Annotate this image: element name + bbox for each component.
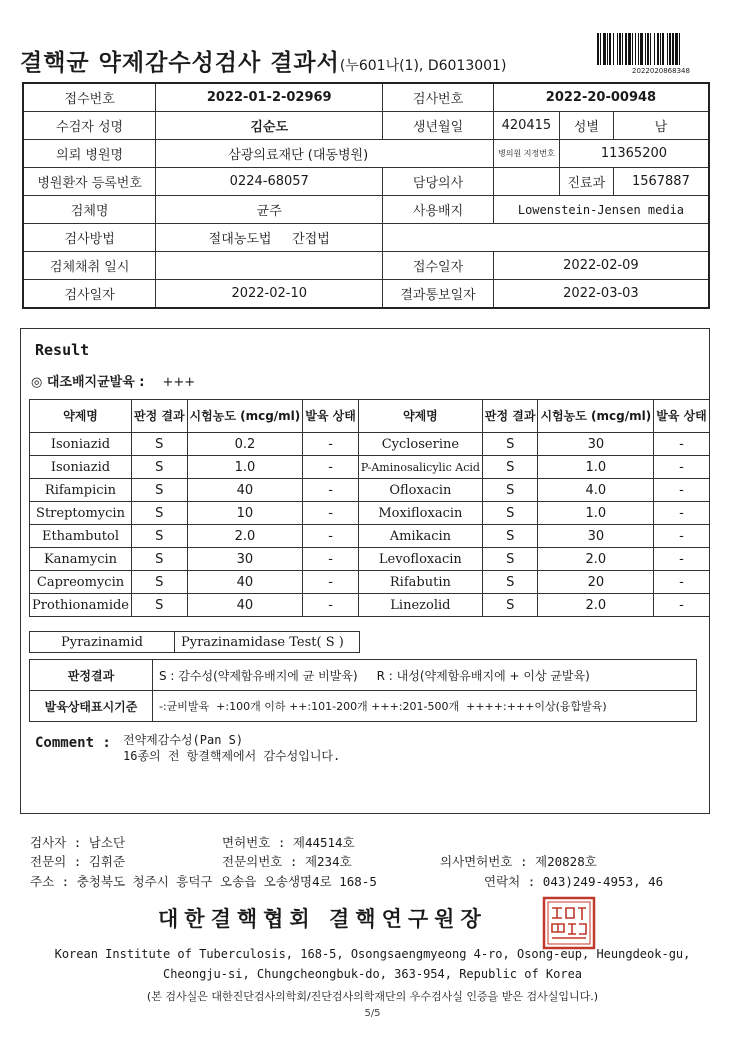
conc-right: 20 — [538, 571, 654, 594]
judge-right: S — [482, 594, 538, 617]
growth-left: - — [303, 502, 359, 525]
method-empty — [383, 224, 709, 252]
test-no: 2022-20-00948 — [493, 83, 709, 112]
drug-table — [29, 399, 710, 617]
judge-right: S — [482, 502, 538, 525]
judge-right: S — [482, 548, 538, 571]
drug-name-left: Capreomycin — [30, 571, 132, 594]
legend-judge-text: S : 감수성(약제함유배지에 균 비발육) R : 내성(약제함유배지에 + 이상 균발육) — [153, 660, 697, 691]
conc-right: 30 — [538, 525, 654, 548]
reception-no-label: 접수번호 — [23, 83, 156, 112]
conc-left: 1.0 — [187, 456, 303, 479]
document-title — [20, 44, 506, 77]
examiner: 검사자 : 남소단 — [30, 835, 126, 850]
control-value: +++ — [162, 375, 196, 390]
patient-info-table — [22, 82, 710, 309]
address-english-1: Korean Institute of Tuberculosis, 168-5, Osongsaengmyeong 4-ro, Osong-eup, Heungdeok-gu, — [54, 947, 691, 961]
collection-value — [156, 252, 383, 280]
conc-right: 30 — [538, 433, 654, 456]
registration-label: 병원환자 등록번호 — [23, 168, 156, 196]
sex-label: 성별 — [559, 112, 613, 140]
receipt-date: 2022-02-09 — [493, 252, 709, 280]
method-label: 검사방법 — [23, 224, 156, 252]
judge-left: S — [132, 502, 188, 525]
hospital-name: 삼광의료재단 (대동병원) — [156, 140, 494, 168]
specialist: 전문의 : 김휘준 — [30, 854, 126, 869]
hospital-label: 의뢰 병원명 — [23, 140, 156, 168]
patient-label: 수검자 성명 — [23, 112, 156, 140]
header-drug-left: 약제명 — [30, 400, 132, 433]
header-drug-right: 약제명 — [358, 400, 482, 433]
drug-name-left: Kanamycin — [30, 548, 132, 571]
conc-left: 0.2 — [187, 433, 303, 456]
growth-left: - — [303, 456, 359, 479]
result-section — [20, 328, 710, 814]
license-no: 면허번호 : 제44514호 — [222, 835, 355, 850]
judge-right: S — [482, 525, 538, 548]
judge-left: S — [132, 456, 188, 479]
control-label: ◎ 대조배지균발육 : — [31, 375, 145, 390]
judge-right: S — [482, 479, 538, 502]
comment-label: Comment : — [35, 735, 111, 751]
drug-name-right: Linezolid — [358, 594, 482, 617]
drug-row — [30, 548, 710, 571]
header-conc-left: 시험농도 (mcg/ml) — [187, 400, 303, 433]
header-growth-right: 발육 상태 — [654, 400, 710, 433]
specimen-value: 균주 — [156, 196, 383, 224]
growth-left: - — [303, 479, 359, 502]
drug-row — [30, 571, 710, 594]
comment-line-2: 16종의 전 항결핵제에서 감수성입니다. — [123, 749, 341, 763]
pyrazinamide-row — [29, 631, 360, 653]
drug-name-right: Levofloxacin — [358, 548, 482, 571]
judge-left: S — [132, 594, 188, 617]
header-judge-right: 판정 결과 — [482, 400, 538, 433]
drug-name-left: Prothionamide — [30, 594, 132, 617]
drug-name-right: Rifabutin — [358, 571, 482, 594]
result-title: Result — [35, 341, 90, 359]
drug-name-left: Isoniazid — [30, 456, 132, 479]
control-growth — [31, 371, 195, 390]
judge-left: S — [132, 548, 188, 571]
drug-name-right: Moxifloxacin — [358, 502, 482, 525]
drug-name-right: Ofloxacin — [358, 479, 482, 502]
report-date-label: 결과통보일자 — [383, 280, 494, 309]
conc-left: 40 — [187, 571, 303, 594]
growth-right: - — [654, 433, 710, 456]
conc-left: 40 — [187, 479, 303, 502]
growth-left: - — [303, 548, 359, 571]
header-growth-left: 발육 상태 — [303, 400, 359, 433]
pza-label: Pyrazinamid — [30, 632, 175, 653]
conc-right: 1.0 — [538, 456, 654, 479]
barcode — [596, 33, 726, 65]
address: 주소 : 충청북도 청주시 흥덕구 오송읍 오송생명4로 168-5 — [30, 874, 377, 889]
judge-right: S — [482, 433, 538, 456]
growth-right: - — [654, 479, 710, 502]
drug-row — [30, 479, 710, 502]
growth-right: - — [654, 571, 710, 594]
drug-name-left: Ethambutol — [30, 525, 132, 548]
legend-table — [29, 659, 697, 722]
receipt-date-label: 접수일자 — [383, 252, 494, 280]
department-value: 1567887 — [613, 168, 709, 196]
drug-row — [30, 456, 710, 479]
method-secondary: 간접법 — [292, 232, 330, 247]
judge-right: S — [482, 571, 538, 594]
growth-right: - — [654, 594, 710, 617]
birth-value: 420415 — [493, 112, 559, 140]
title-text: 결핵균 약제감수성검사 결과서 — [20, 50, 340, 76]
judge-left: S — [132, 479, 188, 502]
drug-name-right: Amikacin — [358, 525, 482, 548]
legend-growth-text: -:균비발육 +:100개 이하 ++:101-200개 +++:201-500개 ++++:+++이상(융합발육) — [153, 691, 697, 722]
drug-row — [30, 433, 710, 456]
growth-right: - — [654, 548, 710, 571]
legend-judge-label: 판정결과 — [30, 660, 153, 691]
growth-left: - — [303, 433, 359, 456]
hospital-code-label: 병의원 지정번호 — [493, 140, 559, 168]
conc-left: 40 — [187, 594, 303, 617]
test-date: 2022-02-10 — [156, 280, 383, 309]
address-english-2: Cheongju-si, Chungcheongbuk-do, 363-954, Republic of Korea — [162, 967, 583, 981]
doctor-value — [493, 168, 559, 196]
collection-label: 검체채취 일시 — [23, 252, 156, 280]
report-date: 2022-03-03 — [493, 280, 709, 309]
doctor-license: 의사면허번호 : 제20828호 — [440, 854, 597, 869]
sex-value: 남 — [613, 112, 709, 140]
legend-growth-label: 발육상태표시기준 — [30, 691, 153, 722]
drug-row — [30, 594, 710, 617]
contact: 연락처 : 043)249-4953, 46 — [484, 874, 664, 889]
growth-right: - — [654, 456, 710, 479]
growth-left: - — [303, 525, 359, 548]
judge-left: S — [132, 571, 188, 594]
conc-right: 2.0 — [538, 548, 654, 571]
growth-left: - — [303, 571, 359, 594]
barcode-number: 2022020868348 — [632, 67, 690, 75]
conc-left: 10 — [187, 502, 303, 525]
test-date-label: 검사일자 — [23, 280, 156, 309]
drug-name-left: Isoniazid — [30, 433, 132, 456]
department-label: 진료과 — [559, 168, 613, 196]
conc-right: 2.0 — [538, 594, 654, 617]
hospital-code: 11365200 — [559, 140, 709, 168]
test-no-label: 검사번호 — [383, 83, 494, 112]
method-value — [156, 224, 383, 252]
conc-left: 30 — [187, 548, 303, 571]
growth-right: - — [654, 525, 710, 548]
registration-no: 0224-68057 — [156, 168, 383, 196]
drug-row — [30, 502, 710, 525]
growth-left: - — [303, 594, 359, 617]
drug-name-right: Cycloserine — [358, 433, 482, 456]
drug-row — [30, 525, 710, 548]
judge-left: S — [132, 433, 188, 456]
judge-left: S — [132, 525, 188, 548]
doctor-label: 담당의사 — [383, 168, 494, 196]
reception-no: 2022-01-2-02969 — [156, 83, 383, 112]
page-number: 5/5 — [364, 1008, 381, 1019]
growth-right: - — [654, 502, 710, 525]
header-conc-right: 시험농도 (mcg/ml) — [538, 400, 654, 433]
comment-line-1: 전약제감수성(Pan S) — [123, 733, 244, 747]
specimen-label: 검체명 — [23, 196, 156, 224]
conc-right: 4.0 — [538, 479, 654, 502]
judge-right: S — [482, 456, 538, 479]
specialist-no: 전문의번호 : 제234호 — [222, 854, 352, 869]
patient-name: 김순도 — [156, 112, 383, 140]
header-judge-left: 판정 결과 — [132, 400, 188, 433]
organization-name: 대한결핵협회 결핵연구원장 — [158, 907, 487, 931]
official-seal — [542, 896, 596, 950]
media-value: Lowenstein-Jensen media — [493, 196, 709, 224]
title-code: (누601나(1), D6013001) — [339, 58, 507, 74]
drug-name-left: Rifampicin — [30, 479, 132, 502]
drug-name-right: P-Aminosalicylic Acid — [358, 456, 482, 479]
pza-value: Pyrazinamidase Test( S ) — [175, 632, 360, 653]
drug-name-left: Streptomycin — [30, 502, 132, 525]
method-primary: 절대농도법 — [208, 232, 272, 247]
conc-right: 1.0 — [538, 502, 654, 525]
certification-note: (본 검사실은 대한진단검사의학회/진단검사의학재단의 우수검사실 인증을 받은 검사실입니다.) — [146, 990, 599, 1003]
media-label: 사용배지 — [383, 196, 494, 224]
conc-left: 2.0 — [187, 525, 303, 548]
birth-label: 생년월일 — [383, 112, 494, 140]
